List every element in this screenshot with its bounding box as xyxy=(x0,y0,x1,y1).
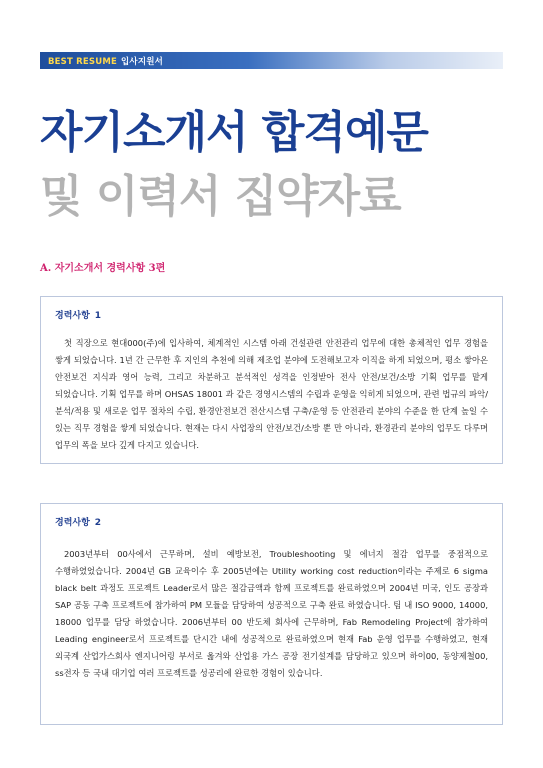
experience-heading xyxy=(55,308,502,321)
banner-brand: BEST RESUME xyxy=(48,56,118,67)
experience-box-2 xyxy=(40,503,503,725)
experience-heading-text: 경력사항 xyxy=(55,518,90,528)
experience-number: 1 xyxy=(94,311,102,321)
experience-heading-text: 경력사항 xyxy=(55,311,90,321)
banner-label: 입사지원서 xyxy=(121,56,164,67)
banner-text xyxy=(48,55,163,67)
section-label: A. 자기소개서 경력사항 3편 xyxy=(40,263,166,274)
experience-number: 2 xyxy=(94,518,102,528)
document-title-line2: 및 이력서 집약자료 xyxy=(40,171,401,222)
document-title-line1: 자기소개서 합격예문 xyxy=(40,107,428,158)
experience-heading xyxy=(55,515,502,528)
header-banner xyxy=(40,52,503,69)
experience-box-1 xyxy=(40,296,503,464)
experience-body: 2003년부터 00사에서 근무하며, 설비 예방보전, Troubleshooting 및 에너지 절감 업무를 중점적으로 수행하였었습니다. 2004년 GB 교육이수 후 2005년에는 Utility working cost reduction이라는 주제로 6 sigma black belt 과정도 프로젝트 Leader로서 많은 절감금액과 함께 프로젝트를 완료하였으며 2004년 미국, 인도 공장과 SAP 공동 구축 프로젝트에 참가하여 PM 모듈을 담당하여 성공적으로 구축 완료 하였습니다. 팀 내 ISO 9000, 14000, 18000 업무를 담당 하였습니다. 2006년부터 00 반도체 회사에 근무하며, Fab Remodeling Project에 참가하여 Leading engineer로서 프로젝트를 단시간 내에 성공적으로 완료하였으며 현재 Fab 운영 업무를 수행하였고, 현재 외국계 산업가스회사 엔지니어링 부서로 옮겨와 산업용 가스 공장 전기설계를 담당하고 있으며 하이00, 동양제철00, ss전자 등 국내 대기업 여러 프로젝트를 성공리에 완료한 경험이 있습니다. xyxy=(55,549,488,678)
experience-body: 첫 직장으로 현대000(주)에 입사하여, 체계적인 시스템 아래 건설관련 안전관리 업무에 대한 총체적인 업무 경험을 쌓게 되었습니다. 1년 간 근무한 후 지인의 추천에 의해 제조업 분야에 도전해보고자 이직을 하게 되었으며, 평소 쌓아온 안전보건 지식과 영어 능력, 그리고 차분하고 분석적인 성격을 인정받아 전사 안전/보건/소방 기획 업무를 맡게 되었습니다. 기획 업무를 하며 OHSAS 18001 과 같은 경영시스템의 수립과 운영을 익히게 되었으며, 관련 법규의 파악/분석/적용 및 새로운 업무 절차의 수립, 환경안전보건 전산시스템 구축/운영 등 안전관리 분야의 수준을 한 단계 높일 수 있는 직무 경험을 쌓게 되었습니다. 현재는 다시 사업장의 안전/보건/소방 뿐 만 아니라, 환경관리 분야의 업무도 다루며 업무의 폭을 보다 깊게 다지고 있습니다. xyxy=(55,338,488,450)
